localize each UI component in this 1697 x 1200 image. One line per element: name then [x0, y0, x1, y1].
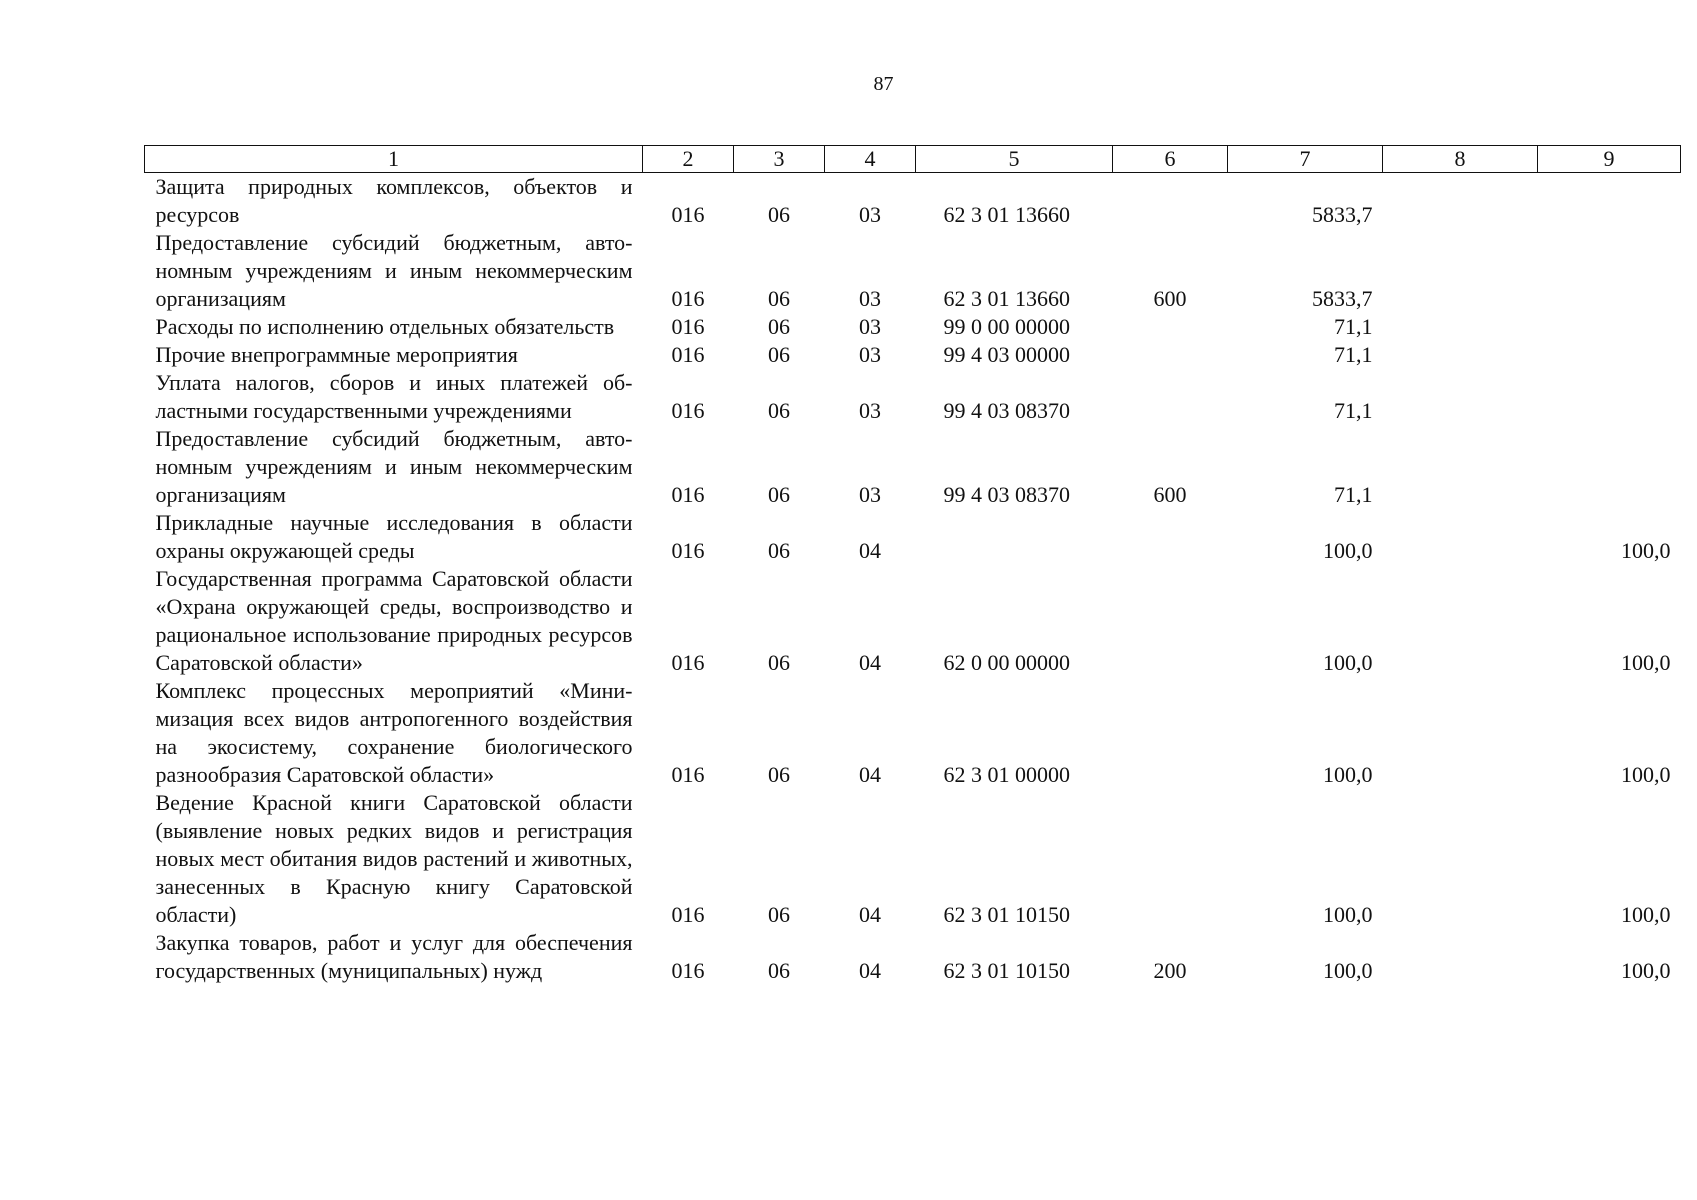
- expense-type-cell: [1113, 565, 1228, 677]
- ministry-code-cell: 016: [671, 538, 705, 563]
- table-row: [145, 509, 1681, 565]
- row-name-cell: Прикладные научные исследования в области охраны окружающей среды: [155, 510, 633, 563]
- ministry-code-cell: 016: [671, 958, 705, 983]
- ministry-code-cell: 016: [671, 762, 705, 787]
- row-name-cell: Расходы по исполнению отдельных обязательств: [155, 314, 615, 339]
- section-code-cell: 06: [768, 762, 790, 787]
- amount-col9-cell: 100,0: [1621, 538, 1671, 563]
- subsection-code-cell: 03: [859, 202, 881, 227]
- expense-type-cell: [1113, 509, 1228, 565]
- amount-col9-cell: 100,0: [1621, 762, 1671, 787]
- column-header: 7: [1228, 146, 1383, 173]
- table-row: [145, 425, 1681, 509]
- section-code-cell: 06: [768, 482, 790, 507]
- row-name-cell: Ведение Красной книги Саратовской области (выявление новых редких видов и регистрация новых мест обитания видов растений и животных, занесенных в Красную книгу Саратовской области): [155, 790, 633, 927]
- target-article-cell: 99 4 03 08370: [943, 398, 1070, 423]
- target-article-cell: 62 0 00 00000: [943, 650, 1070, 675]
- amount-col9-cell: 100,0: [1621, 650, 1671, 675]
- target-article-cell: 62 3 01 13660: [943, 202, 1070, 227]
- column-header: 5: [916, 146, 1113, 173]
- subsection-code-cell: 03: [859, 286, 881, 311]
- row-name-cell: Защита природных комплексов, объектов и ресурсов: [155, 174, 633, 227]
- expense-type-cell: 200: [1153, 958, 1187, 983]
- section-code-cell: 06: [768, 958, 790, 983]
- expense-type-cell: 600: [1153, 482, 1187, 507]
- subsection-code-cell: 04: [859, 958, 881, 983]
- amount-col7-cell: 71,1: [1334, 398, 1373, 423]
- budget-table: [144, 145, 1681, 985]
- amount-col9-cell: 100,0: [1621, 958, 1671, 983]
- amount-col9-cell: [1538, 341, 1681, 369]
- subsection-code-cell: 03: [859, 482, 881, 507]
- section-code-cell: 06: [768, 398, 790, 423]
- target-article-cell: 62 3 01 00000: [943, 762, 1070, 787]
- amount-col8-cell: [1383, 229, 1538, 313]
- target-article-cell: 62 3 01 13660: [943, 286, 1070, 311]
- amount-col8-cell: [1383, 565, 1538, 677]
- amount-col8-cell: [1383, 173, 1538, 230]
- expense-type-cell: [1113, 313, 1228, 341]
- ministry-code-cell: 016: [671, 482, 705, 507]
- ministry-code-cell: 016: [671, 342, 705, 367]
- amount-col8-cell: [1383, 425, 1538, 509]
- amount-col8-cell: [1383, 789, 1538, 929]
- row-name-cell: Предоставление субсидий бюджетным, автономным учреждениям и иным некоммерческим организациям: [155, 426, 633, 507]
- subsection-code-cell: 04: [859, 902, 881, 927]
- row-name-cell: Предоставление субсидий бюджетным, автономным учреждениям и иным некоммерческим организациям: [155, 230, 633, 311]
- ministry-code-cell: 016: [671, 902, 705, 927]
- target-article-cell: 62 3 01 10150: [943, 958, 1070, 983]
- table-row: [145, 677, 1681, 789]
- subsection-code-cell: 03: [859, 314, 881, 339]
- target-article-cell: 99 4 03 08370: [943, 482, 1070, 507]
- target-article-cell: 99 0 00 00000: [943, 314, 1070, 339]
- amount-col9-cell: 100,0: [1621, 902, 1671, 927]
- amount-col7-cell: 100,0: [1323, 538, 1373, 563]
- amount-col9-cell: [1538, 369, 1681, 425]
- subsection-code-cell: 04: [859, 762, 881, 787]
- amount-col7-cell: 100,0: [1323, 902, 1373, 927]
- table-row: [145, 173, 1681, 230]
- amount-col7-cell: 100,0: [1323, 650, 1373, 675]
- section-code-cell: 06: [768, 286, 790, 311]
- subsection-code-cell: 03: [859, 398, 881, 423]
- row-name-cell: Комплекс процессных мероприятий «Минимизация всех видов антропогенного воздействия на экосистему, сохранение биологического разнообразия Саратовской области»: [155, 678, 633, 787]
- column-header: 6: [1113, 146, 1228, 173]
- page-number: 87: [873, 73, 894, 95]
- amount-col7-cell: 71,1: [1334, 314, 1373, 339]
- column-header: 4: [825, 146, 916, 173]
- table-row: [145, 565, 1681, 677]
- amount-col7-cell: 71,1: [1334, 342, 1373, 367]
- table-row: [145, 369, 1681, 425]
- column-number-row: [145, 146, 1681, 173]
- amount-col8-cell: [1383, 369, 1538, 425]
- table-row: [145, 341, 1681, 369]
- target-article-cell: 99 4 03 00000: [943, 342, 1070, 367]
- ministry-code-cell: 016: [671, 398, 705, 423]
- subsection-code-cell: 04: [859, 538, 881, 563]
- column-header: 9: [1538, 146, 1681, 173]
- row-name-cell: Государственная программа Саратовской области «Охрана окружающей среды, воспроизводство и рациональное использование природных ресурсов Саратовской области»: [155, 566, 633, 675]
- table-row: [145, 789, 1681, 929]
- amount-col8-cell: [1383, 509, 1538, 565]
- ministry-code-cell: 016: [671, 286, 705, 311]
- table-row: [145, 929, 1681, 985]
- expense-type-cell: [1113, 341, 1228, 369]
- amount-col7-cell: 5833,7: [1312, 286, 1373, 311]
- section-code-cell: 06: [768, 902, 790, 927]
- ministry-code-cell: 016: [671, 650, 705, 675]
- amount-col8-cell: [1383, 929, 1538, 985]
- column-header: 8: [1383, 146, 1538, 173]
- amount-col7-cell: 5833,7: [1312, 202, 1373, 227]
- section-code-cell: 06: [768, 314, 790, 339]
- amount-col7-cell: 71,1: [1334, 482, 1373, 507]
- amount-col7-cell: 100,0: [1323, 958, 1373, 983]
- section-code-cell: 06: [768, 202, 790, 227]
- amount-col9-cell: [1538, 229, 1681, 313]
- subsection-code-cell: 03: [859, 342, 881, 367]
- amount-col9-cell: [1538, 173, 1681, 230]
- column-header: 3: [734, 146, 825, 173]
- column-header: 2: [643, 146, 734, 173]
- section-code-cell: 06: [768, 650, 790, 675]
- amount-col9-cell: [1538, 313, 1681, 341]
- expense-type-cell: [1113, 677, 1228, 789]
- amount-col7-cell: 100,0: [1323, 762, 1373, 787]
- row-name-cell: Прочие внепрограммные мероприятия: [155, 342, 518, 367]
- ministry-code-cell: 016: [671, 314, 705, 339]
- amount-col8-cell: [1383, 341, 1538, 369]
- row-name-cell: Уплата налогов, сборов и иных платежей областными государственными учреждениями: [155, 370, 633, 423]
- expense-type-cell: 600: [1153, 286, 1187, 311]
- target-article-cell: 62 3 01 10150: [943, 902, 1070, 927]
- table-row: [145, 229, 1681, 313]
- section-code-cell: 06: [768, 342, 790, 367]
- expense-type-cell: [1113, 789, 1228, 929]
- amount-col8-cell: [1383, 677, 1538, 789]
- expense-type-cell: [1113, 369, 1228, 425]
- amount-col9-cell: [1538, 425, 1681, 509]
- amount-col8-cell: [1383, 313, 1538, 341]
- row-name-cell: Закупка товаров, работ и услуг для обеспечения государственных (муниципальных) нужд: [155, 930, 633, 983]
- section-code-cell: 06: [768, 538, 790, 563]
- ministry-code-cell: 016: [671, 202, 705, 227]
- table-row: [145, 313, 1681, 341]
- target-article-cell: [916, 509, 1113, 565]
- expense-type-cell: [1113, 173, 1228, 230]
- column-header: 1: [145, 146, 643, 173]
- subsection-code-cell: 04: [859, 650, 881, 675]
